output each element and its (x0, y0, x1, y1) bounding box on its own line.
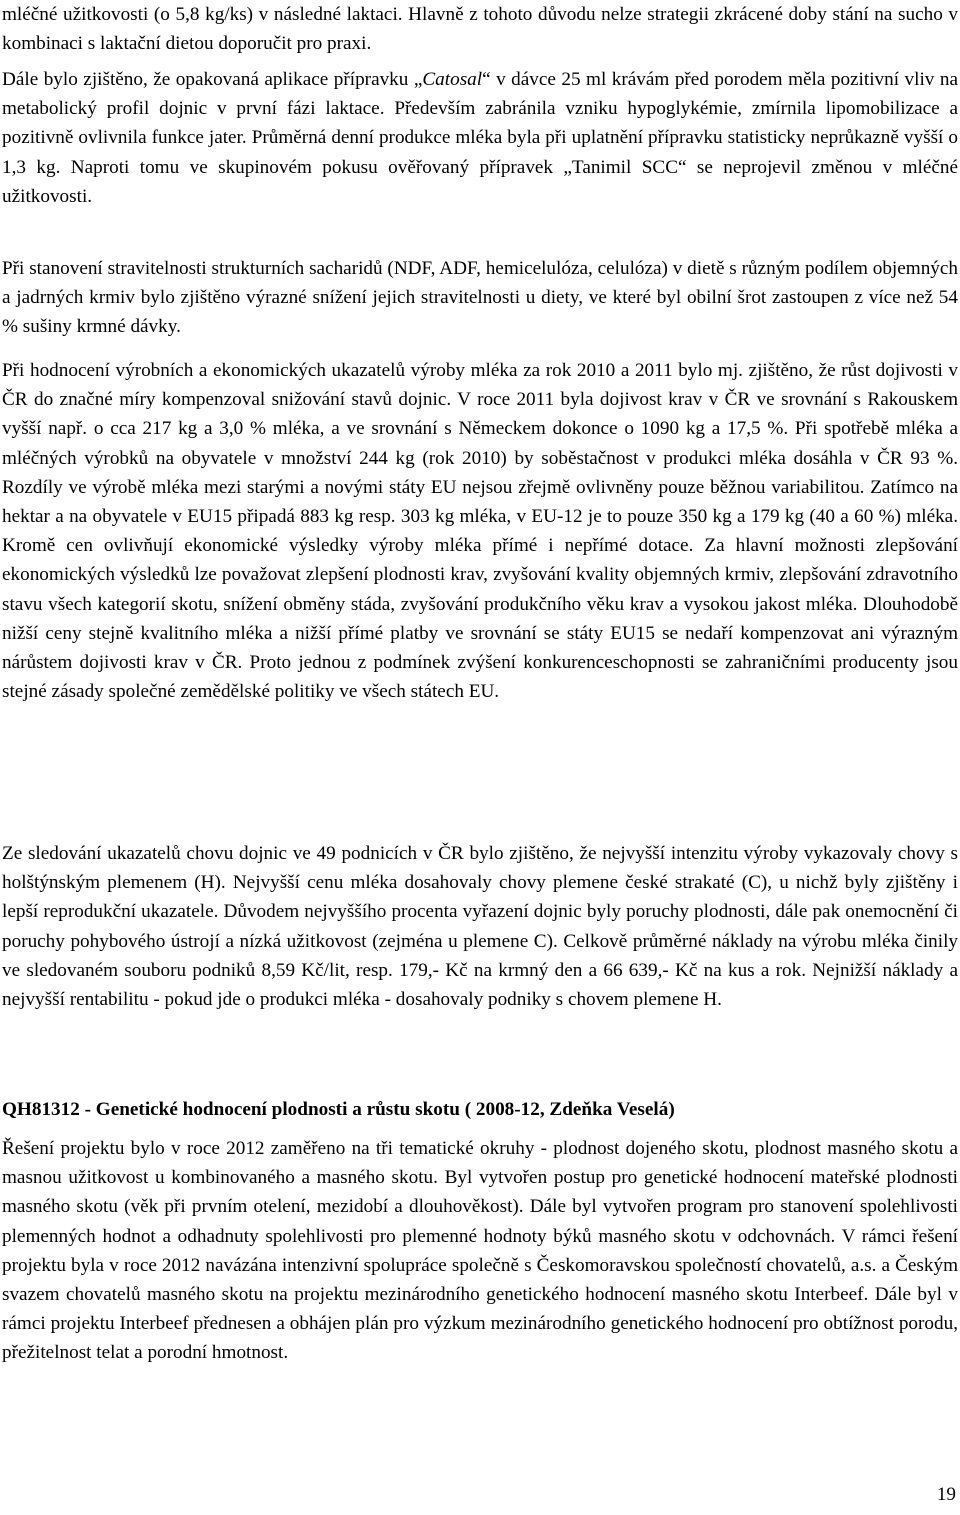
product-name-catosal: Catosal (422, 69, 483, 90)
paragraph-intro: mléčné užitkovosti (o 5,8 kg/ks) v následné laktaci. Hlavně z tohoto důvodu nelze strategii zkrácené doby stání na sucho v kombinaci s laktační dietou doporučit pro praxi. (2, 4, 958, 55)
paragraph-breeds: Ze sledování ukazatelů chovu dojnic ve 49 podnicích v ČR bylo zjištěno, že nejvyšší intenzitu výroby vykazovaly chovy s holštýnským plemenem (H). Nejvyšší cenu mléka dosahovaly chovy plemene české strakaté (C), u nichž byly zjištěny i lepší reprodukční ukazatele. Důvodem nejvyššího procenta vyřazení dojnic byly poruchy plodnosti, dále pak onemocnění či poruchy pohybového ústrojí a nízká užitkovost (zejména u plemene C). Celkově průměrné náklady na výrobu mléka činily ve sledovaném souboru podniků 8,59 Kč/lit, resp. 179,- Kč na krmný den a 66 639,- Kč na kus a rok. Nejnižší náklady a nejvyšší rentabilitu - pokud jde o produkci mléka - dosahovaly podniky s chovem plemene H. (2, 843, 958, 1011)
paragraph-catosal: Dále bylo zjištěno, že opakovaná aplikace přípravku „Catosal“ v dávce 25 ml krávám před porodem měla pozitivní vliv na metabolický profil dojnic v první fázi laktace. Především zabránila vzniku hypoglykémie, zmírnila lipomobilizace a pozitivně ovlivnila funkce jater. Průměrná denní produkce mléka byla při uplatnění přípravku statisticky neprůkazně vyšší o 1,3 kg. Naproti tomu ve skupinovém pokusu ověřovaný přípravek „Tanimil SCC“ se neprojevil změnou v mléčné užitkovosti. (2, 69, 958, 207)
paragraph-economics: Při hodnocení výrobních a ekonomických ukazatelů výroby mléka za rok 2010 a 2011 bylo mj. zjištěno, že růst dojivosti v ČR do značné míry kompenzoval snižování stavů dojnic. V roce 2011 byla dojivost krav v ČR ve srovnání s Rakouskem vyšší např. o cca 217 kg a 3,0 % mléka, a ve srovnání s Německem dokonce o 1090 kg a 17,5 %. Při spotřebě mléka a mléčných výrobků na obyvatele v množství 244 kg (rok 2010) by soběstačnost v produkci mléka dosáhla v ČR 93 %. Rozdíly ve výrobě mléka mezi starými a novými státy EU nejsou zřejmě ovlivněny pouze běžnou variabilitou. Zatímco na hektar a na obyvatele v EU15 připadá 883 kg resp. 303 kg mléka, v EU-12 je to pouze 350 kg a 179 kg (40 a 60 %) mléka. Kromě cen ovlivňují ekonomické výsledky výroby mléka přímé i nepřímé dotace. Za hlavní možnosti zlepšování ekonomických výsledků lze považovat zlepšení plodnosti krav, zvyšování kvality objemných krmiv, zlepšování zdravotního stavu všech kategorií skotu, snížení obměny stáda, zvyšování produkčního věku krav a vysokou jakost mléka. Dlouhodobě nižší ceny stejně kvalitního mléka a nižší přímé platby ve srovnání se státy EU15 se nedaří kompenzovat ani výrazným nárůstem dojivosti krav v ČR. Proto jednou z podmínek zvýšení konkurenceschopnosti se zahraničními producenty jsou stejné zásady společné zemědělské politiky ve všech státech EU. (2, 360, 958, 703)
section-heading: QH81312 - Genetické hodnocení plodnosti a růstu skotu ( 2008-12, Zdeňka Veselá) (2, 1099, 675, 1120)
page-number: 19 (936, 1484, 956, 1505)
paragraph-digestibility: Při stanovení stravitelnosti strukturních sacharidů (NDF, ADF, hemicelulóza, celulóza) v dietě s různým podílem objemných a jadrných krmiv bylo zjištěno výrazné snížení jejich stravitelnosti u diety, ve které byl obilní šrot zastoupen z více než 54 % sušiny krmné dávky. (2, 258, 958, 338)
paragraph-project: Řešení projektu bylo v roce 2012 zaměřeno na tři tematické okruhy - plodnost dojeného skotu, plodnost masného skotu a masnou užitkovost u kombinovaného a masného skotu. Byl vytvořen postup pro genetické hodnocení mateřské plodnosti masného skotu (věk při prvním otelení, mezidobí a dlouhověkost). Dále byl vytvořen program pro stanovení spolehlivosti plemenných hodnot a odhadnuty spolehlivosti pro plemenné hodnoty býků masného skotu v odchovnách. V rámci řešení projektu byla v roce 2012 navázána intenzivní spolupráce společně s Českomoravskou společností chovatelů, a.s. a Českým svazem chovatelů masného skotu na projektu mezinárodního genetického hodnocení masného skotu Interbeef. Dále byl v rámci projektu Interbeef přednesen a obhájen plán pro výzkum mezinárodního genetického hodnocení pro obtížnost porodu, přežitelnost telat a porodní hmotnost. (2, 1138, 958, 1364)
